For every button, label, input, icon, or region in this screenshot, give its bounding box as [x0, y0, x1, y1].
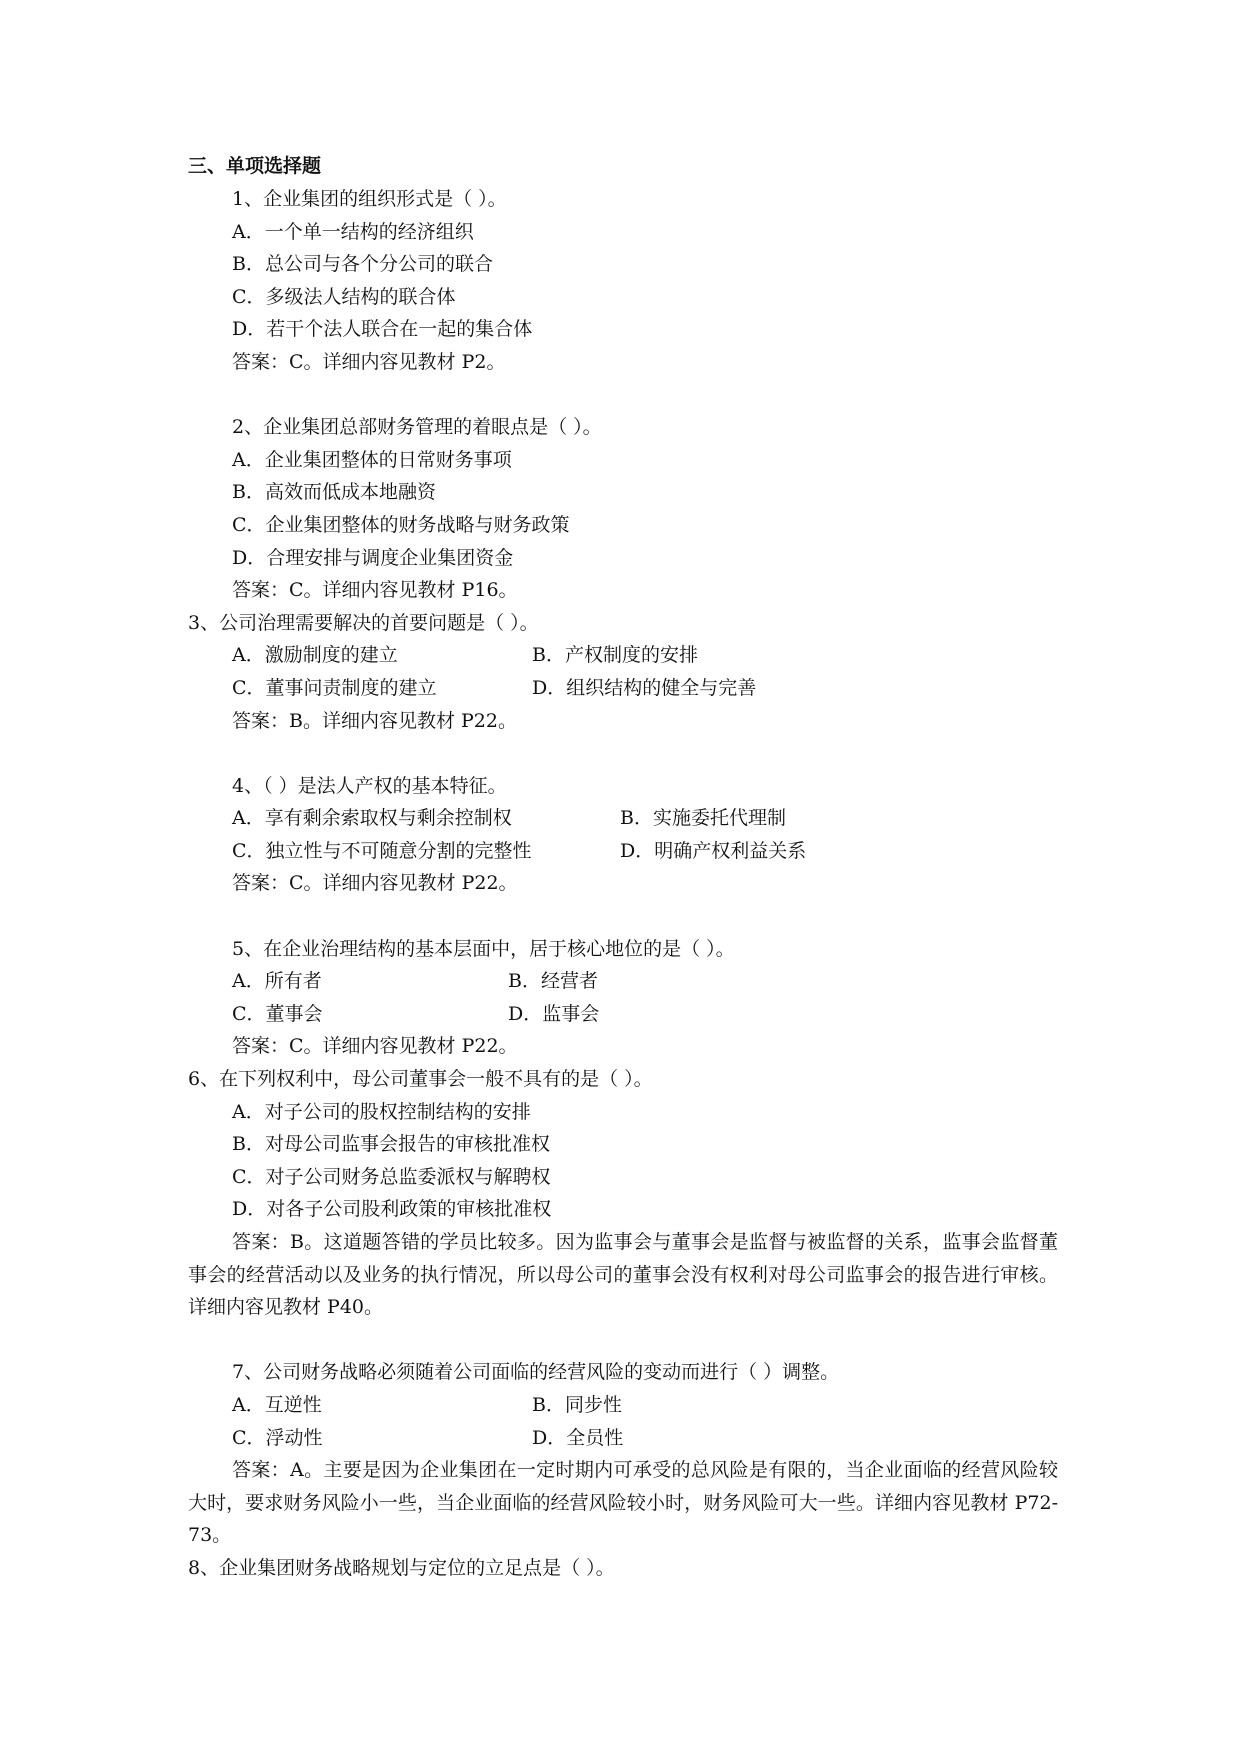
q1-option-d: D．若干个法人联合在一起的集合体 — [232, 318, 533, 341]
q6-option-c: C．对子公司财务总监委派权与解聘权 — [232, 1165, 551, 1188]
q4-option-b: B．实施委托代理制 — [620, 807, 786, 830]
q7-option-b: B．同步性 — [532, 1393, 622, 1416]
spacer — [188, 379, 1058, 412]
q6-option-d: D．对各子公司股利政策的审核批准权 — [232, 1198, 552, 1221]
q6-option-b: B．对母公司监事会报告的审核批准权 — [232, 1133, 550, 1156]
q3-answer: 答案：B。详细内容见教材 P22。 — [232, 709, 517, 732]
q5-option-c: C．董事会 — [232, 1002, 323, 1025]
q3-option-c: C．董事问责制度的建立 — [232, 676, 437, 699]
q5-stem: 5、在企业治理结构的基本层面中，居于核心地位的是（ ）。 — [232, 937, 735, 960]
q1-option-a: A．一个单一结构的经济组织 — [232, 220, 474, 243]
q3-option-a: A．激励制度的建立 — [232, 644, 398, 667]
q7-option-d: D．全员性 — [532, 1426, 624, 1449]
q7-stem: 7、公司财务战略必须随着公司面临的经营风险的变动而进行（ ）调整。 — [232, 1361, 840, 1384]
q6-stem: 6、在下列权利中，母公司董事会一般不具有的是（ ）。 — [188, 1068, 653, 1091]
spacer — [188, 737, 1058, 770]
q1-stem: 1、企业集团的组织形式是（ ）。 — [232, 188, 507, 210]
q6-answer: 答案：B。这道题答错的学员比较多。因为监事会与董事会是监督与被监督的关系，监事会监督董事会的经营活动以及业务的执行情况，所以母公司的董事会没有权利对母公司监事会的报告进行审核。详细内容见教材 P40。 — [188, 1231, 1058, 1319]
spacer — [188, 900, 1058, 933]
q7-answer: 答案：A。主要是因为企业集团在一定时期内可承受的总风险是有限的，当企业面临的经营风险较大时，要求财务风险小一些，当企业面临的经营风险较小时，财务风险可大一些。详细内容见教材 P72-73。 — [188, 1459, 1058, 1547]
spacer — [188, 1324, 1058, 1357]
q5-option-b: B．经营者 — [508, 970, 598, 993]
section-title: 三、单项选择题 — [188, 155, 322, 177]
q7-options-row-1 — [188, 1389, 1058, 1422]
q1-option-b: B．总公司与各个分公司的联合 — [232, 253, 493, 276]
q4-option-a: A．享有剩余索取权与剩余控制权 — [232, 807, 512, 830]
q4-options-row-1 — [188, 802, 1058, 835]
question-list — [188, 183, 1058, 1585]
q3-option-b: B．产权制度的安排 — [532, 644, 698, 667]
q5-answer: 答案：C。详细内容见教材 P22。 — [232, 1035, 518, 1058]
q2-option-b: B．高效而低成本地融资 — [232, 481, 436, 504]
q4-option-c: C．独立性与不可随意分割的完整性 — [232, 839, 532, 862]
q1-option-c: C．多级法人结构的联合体 — [232, 285, 456, 308]
q2-option-d: D．合理安排与调度企业集团资金 — [232, 546, 514, 569]
q4-option-d: D．明确产权利益关系 — [620, 839, 807, 862]
q2-stem: 2、企业集团总部财务管理的着眼点是（ ）。 — [232, 416, 602, 439]
q4-options-row-2 — [188, 835, 1058, 868]
q8-stem: 8、企业集团财务战略规划与定位的立足点是（ ）。 — [188, 1556, 615, 1579]
q2-option-a: A．企业集团整体的日常财务事项 — [232, 448, 512, 471]
q5-options-row-2 — [188, 998, 1058, 1031]
q5-option-d: D．监事会 — [508, 1002, 600, 1025]
q7-options-row-2 — [188, 1422, 1058, 1455]
q5-options-row-1 — [188, 965, 1058, 998]
q5-option-a: A．所有者 — [232, 970, 322, 993]
q3-stem: 3、公司治理需要解决的首要问题是（ ）。 — [188, 611, 539, 634]
q7-option-c: C．浮动性 — [232, 1426, 323, 1449]
q2-option-c: C．企业集团整体的财务战略与财务政策 — [232, 513, 570, 536]
q4-stem: 4、（ ）是法人产权的基本特征。 — [232, 774, 507, 797]
q7-option-a: A．互逆性 — [232, 1393, 322, 1416]
q4-answer: 答案：C。详细内容见教材 P22。 — [232, 872, 518, 895]
q2-answer: 答案：C。详细内容见教材 P16。 — [232, 579, 518, 602]
q3-option-d: D．组织结构的健全与完善 — [532, 676, 757, 699]
q3-options-row-1 — [188, 639, 1058, 672]
q6-option-a: A．对子公司的股权控制结构的安排 — [232, 1100, 531, 1123]
q3-options-row-2 — [188, 672, 1058, 705]
q1-answer: 答案：C。详细内容见教材 P2。 — [232, 350, 506, 373]
